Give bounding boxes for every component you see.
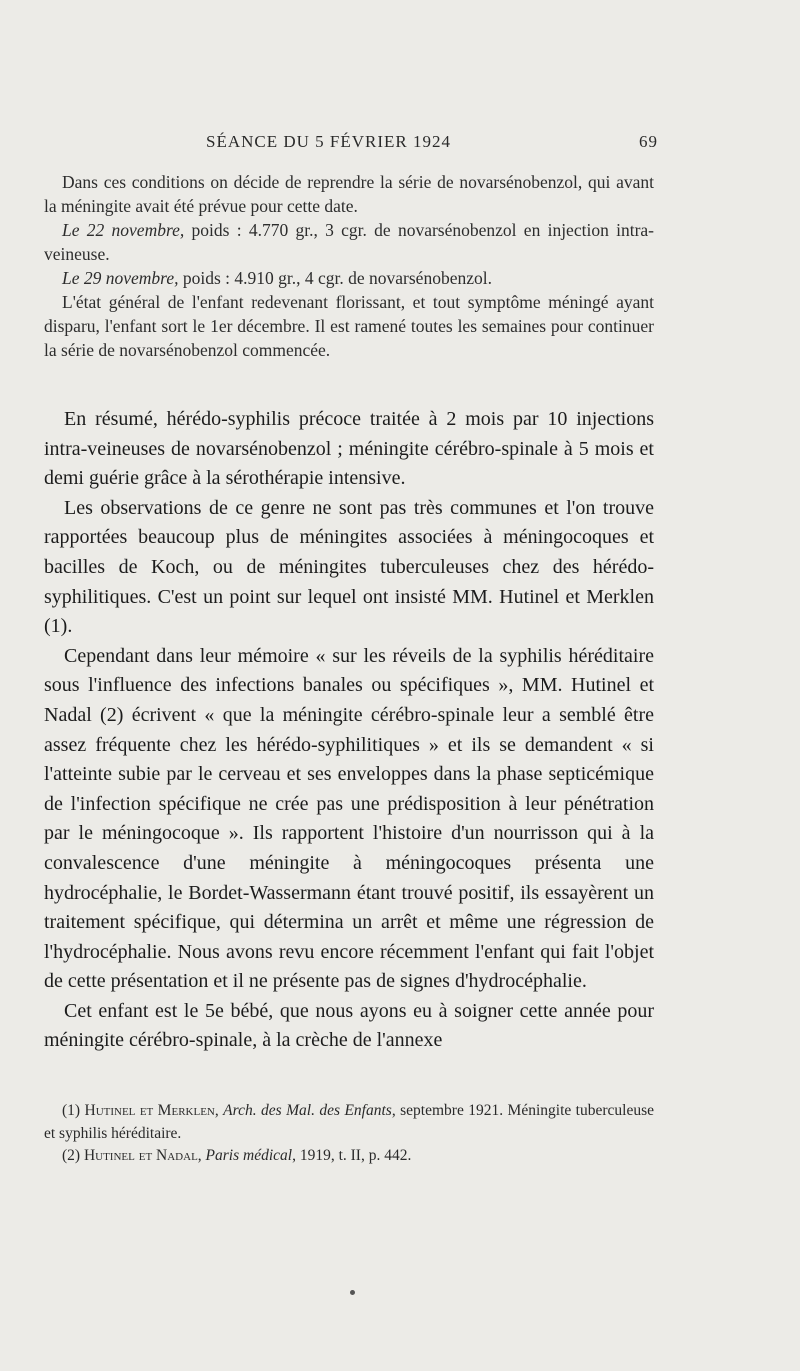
case-note-paragraph: Dans ces conditions on décide de reprendre la série de novarsénobenzol, qui avant la méningite avait été prévue pour cette date. [44,172,654,216]
case-notes [44,170,654,362]
body-paragraph: Cet enfant est le 5e bébé, que nous ayons eu à soigner cette année pour méningite cérébro-spinale, à la crèche de l'annexe [44,999,654,1052]
footnote-detail: , 1919, t. II, p. 442. [292,1147,412,1164]
header-title: SÉANCE DU 5 FÉVRIER 1924 [206,132,452,151]
page-number: 69 [639,132,658,151]
case-note-paragraph [44,218,654,266]
body-paragraph: En résumé, hérédo-syphilis précoce traitée à 2 mois par 10 injections intra-veineuses de novarsénobenzol ; méningite cérébro-spinale à 5 mois et demi guérie grâce à la sérothérapie intensive. [44,408,654,490]
footnotes [44,1100,654,1168]
running-header [206,128,658,158]
ink-speck [350,1290,355,1295]
footnote-1: (1) Hutinel et Merklen, Arch. des Mal. des Enfants, septembre 1921. Méningite tuberculeuse et syphilis héréditaire. [44,1102,655,1142]
footnote-journal: Paris médical [205,1147,293,1164]
case-note-paragraph: L'état général de l'enfant redevenant florissant, et tout symptôme méningé ayant disparu, l'enfant sort le 1er décembre. Il est ramené toutes les semaines pour continuer la série de novarsénobenzol commencée. [44,292,654,360]
body-paragraph: Les observations de ce genre ne sont pas très communes et l'on trouve rapportées beaucoup plus de méningites associées à méningocoques et bacilles de Koch, ou de méningites tuberculeuses chez des hérédo-syphilitiques. C'est un point sur lequel ont insisté MM. Hutinel et Merklen (1). [44,496,654,638]
case-note-paragraph [44,266,654,290]
footnote-journal: Arch. des Mal. des Enfants [223,1102,392,1119]
footnote-number: (2) [62,1147,84,1164]
case-note-date: Le 29 novembre, [62,268,179,288]
main-text [44,405,654,1056]
footnote-authors: Hutinel et Nadal [83,1147,198,1164]
case-note-text: poids : 4.770 gr., 3 cgr. de novarsénobenzol en injection intra-veineuse. [44,220,654,264]
footnote-authors: Hutinel et Merklen [84,1102,215,1119]
footnote-detail: , septembre 1921. Méningite tuberculeuse et syphilis héréditaire. [44,1102,655,1142]
case-note-text: poids : 4.910 gr., 4 cgr. de novarsénobenzol. [178,268,492,288]
footnote-number: (1) [62,1102,85,1119]
case-note-date: Le 22 novembre, [62,220,185,240]
body-paragraph: Cependant dans leur mémoire « sur les réveils de la syphilis héréditaire sous l'influence des infections banales ou spécifiques », MM. Hutinel et Nadal (2) écrivent « que la méningite cérébro-spinale leur a semblé être assez fréquente chez les hérédo-syphilitiques » et ils se demandent « si l'atteinte subie par le cerveau et ses enveloppes dans la phase septicémique de l'infection spécifique ne crée pas une prédisposition à leur pénétration par le méningocoque ». Ils rapportent l'histoire d'un nourrisson qui à la convalescence d'une méningite à méningocoques présenta une hydrocéphalie, le Bordet-Wassermann étant trouvé positif, ils essayèrent un traitement spécifique, qui détermina un arrêt et même une régression de l'hydrocéphalie. Nous avons revu encore récemment l'enfant qui fait l'objet de cette présentation et il ne présente pas de signes d'hydrocéphalie. [44,644,654,993]
footnote-2: (2) Hutinel et Nadal, Paris médical, 1919, t. II, p. 442. [62,1147,412,1164]
